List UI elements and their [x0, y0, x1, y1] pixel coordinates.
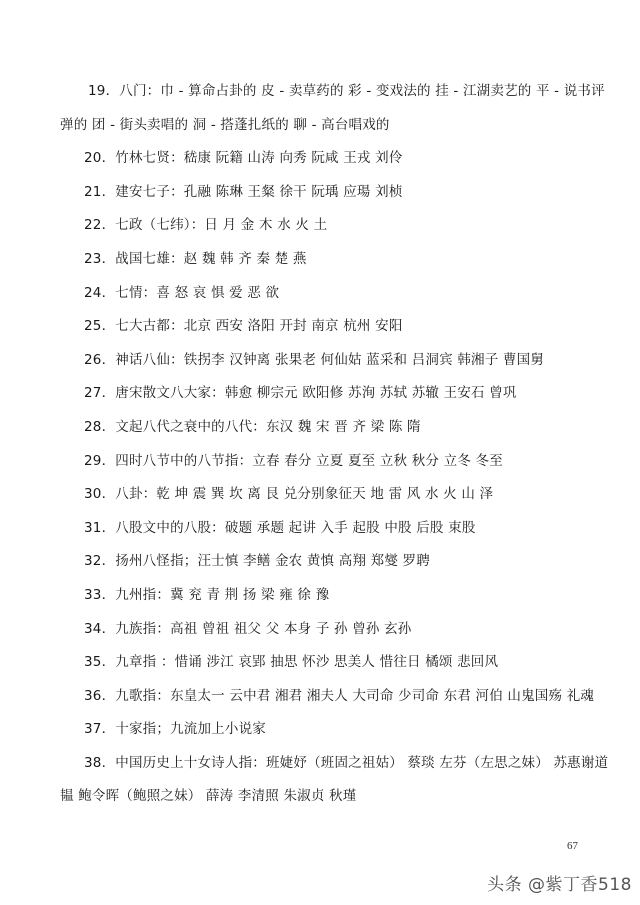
- list-item: 35．九章指 ：惜诵 涉江 哀郢 抽思 怀沙 思美人 惜往日 橘颂 悲回风: [84, 654, 499, 671]
- list-item: 29．四时八节中的八节指：立春 春分 立夏 夏至 立秋 秋分 立冬 冬至: [84, 452, 503, 469]
- document-body: [60, 80, 620, 819]
- list-item: 20．竹林七贤：嵇康 阮籍 山涛 向秀 阮咸 王戎 刘伶: [84, 150, 403, 167]
- list-item: 21．建安七子：孔融 陈琳 王粲 徐干 阮瑀 应瑒 刘桢: [84, 183, 403, 200]
- list-item: 27．唐宋散文八大家：韩愈 柳宗元 欧阳修 苏洵 苏轼 苏辙 王安石 曾巩: [84, 385, 517, 402]
- list-item: 19．八门：巾 - 算命占卦的 皮 - 卖草药的 彩 - 变戏法的 挂 - 江湖卖艺的 平 - 说书评: [88, 83, 605, 99]
- list-item: 33．九州指：冀 兖 青 荆 扬 梁 雍 徐 豫: [84, 586, 330, 603]
- list-item-continuation: 韫 鲍令晖（鲍照之妹） 薛涛 李清照 朱淑贞 秋瑾: [60, 788, 357, 805]
- list-item: 25．七大古都：北京 西安 洛阳 开封 南京 杭州 安阳: [84, 318, 403, 335]
- list-item: 38．中国历史上十女诗人指：班婕妤（班固之祖姑） 蔡琰 左芬（左思之妹） 苏惠谢道: [84, 754, 609, 771]
- list-item: 32．扬州八怪指；汪士慎 李鳝 金农 黄慎 高翔 郑燮 罗聘: [84, 553, 430, 570]
- page-number: 67: [567, 840, 578, 852]
- list-item: 30．八卦：乾 坤 震 巽 坎 离 艮 兑分别象征天 地 雷 风 水 火 山 泽: [84, 486, 494, 503]
- list-item: 23．战国七雄：赵 魏 韩 齐 秦 楚 燕: [84, 250, 307, 267]
- watermark: 头条 @紫丁香518: [487, 875, 632, 895]
- list-item: 26．神话八仙：铁拐李 汉钟离 张果老 何仙姑 蓝采和 吕洞宾 韩湘子 曹国舅: [84, 351, 545, 368]
- list-item: 36．九歌指：东皇太一 云中君 湘君 湘夫人 大司命 少司命 东君 河伯 山鬼国殇 礼魂: [84, 687, 595, 704]
- list-item: 24．七情：喜 怒 哀 惧 爱 恶 欲: [84, 284, 280, 301]
- list-item: 22．七政（七纬）：日 月 金 木 水 火 土: [84, 217, 328, 234]
- list-item: 37．十家指；九流加上小说家: [84, 721, 266, 738]
- list-item: 34．九族指：高祖 曾祖 祖父 父 本身 子 孙 曾孙 玄孙: [84, 620, 412, 637]
- list-item: 31．八股文中的八股：破题 承题 起讲 入手 起股 中股 后股 束股: [84, 519, 476, 536]
- list-item-continuation: 弹的 团 - 街头卖唱的 洞 - 搭蓬扎纸的 聊 - 高台唱戏的: [60, 116, 390, 133]
- list-item: 28．文起八代之衰中的八代：东汉 魏 宋 晋 齐 梁 陈 隋: [84, 418, 421, 435]
